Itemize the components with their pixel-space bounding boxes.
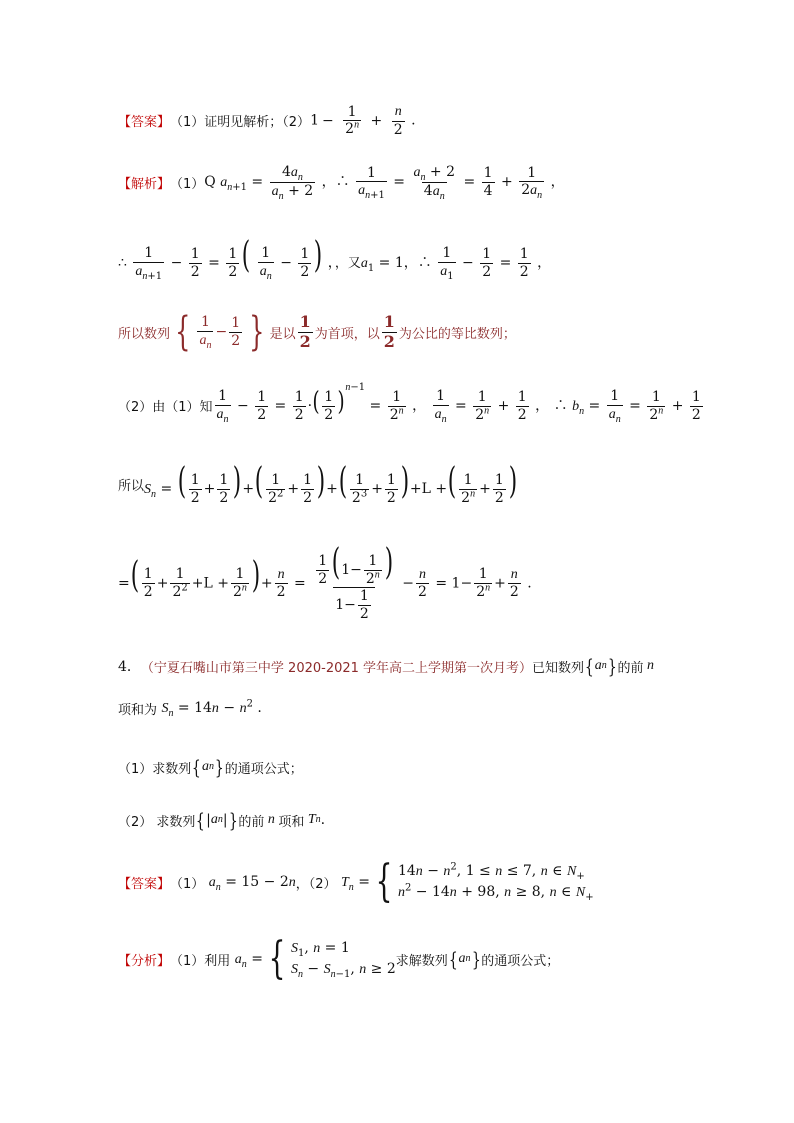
question-2: （2） 求数列 { | a n | } 的前 n 项和 T n . <box>118 808 326 832</box>
answer-line-2: 【答案】 （1） $a_n = 15 - 2n$ ，（2） $T_n$ = { $14n - n^2$, 1 ≤ n ≤ 7, n ∈ $N_+$ $n^2 - 14n + 98$, n ≥ 8, n ∈ $N_+$ <box>118 856 594 907</box>
analysis-step1-prefix: （1） <box>170 176 205 192</box>
analysis-line-2 <box>118 235 552 282</box>
problem-number: 4． <box>118 659 141 675</box>
answer-line-1 <box>118 104 416 137</box>
fenxi-line: 【分析】 （1）利用 $a_n$ = { $S_1$, n = 1 $S_n - S_{n-1}$, n ≥ 2 求解数列 { a n } 的通项公式； <box>118 933 560 984</box>
answer-formula: 1 − $\frac{1}{2^n}$ + $\frac{n}{2}$ . <box>310 103 416 138</box>
analysis-tag: 【解析】 <box>118 176 171 192</box>
sum-formula-2: =( $\frac{1}{2}$ + $\frac{1}{2^2}$ +L + $\frac{1}{2^n}$ )+ $\frac{n}{2}$ = $\frac{1}{2}$ (1− $\frac{1}{2^n}$ ) 1− $\frac{1}{2}$ − $\frac{n}{2}$ = 1− $\frac{1}{2^n}$ + $\frac{n}{2}$ . <box>118 542 532 622</box>
question-1: （1）求数列 { a n } 的通项公式； <box>118 755 303 779</box>
analysis-line-1 <box>118 164 565 202</box>
analysis-step1-formula: Q $a_{n+1}$ = $\frac{4a_n}{a_n + 2}$ ，∴ $\frac{1}{a_{n+1}}$ = $\frac{a_n + 2}{4a_n}$ = $\frac{1}{4}$ + $\frac{1}{2a_n}$ ， <box>204 164 565 202</box>
analysis-conclusion: 所以数列 { $\frac{1}{a_n}$ − $\frac{1}{2}$ } 是以 $\frac{1}{2}$ 为首项，以 $\frac{1}{2}$ 为公比的等比数列； <box>118 309 516 355</box>
sum-formula-1: $S_n$ = ( $\frac{1}{2}$ + $\frac{1}{2}$ )+( $\frac{1}{2^2}$ + $\frac{1}{2}$ )+( $\frac{1}{2^3}$ + $\frac{1}{2}$ )+L +( $\frac{1}{2^n}$ + $\frac{1}{2}$ ) <box>144 461 517 506</box>
answer-text: （1）证明见解析；（2） <box>170 115 311 131</box>
analysis-step1b-formula: ∴ $\frac{1}{a_{n+1}}$ − $\frac{1}{2}$ = $\frac{1}{2}$ ( $\frac{1}{a_n}$ − $\frac{1}{2}$ ) ，，又$a_1 = 1$，∴ $\frac{1}{a_1}$ − $\frac{1}{2}$ = $\frac{1}{2}$ ， <box>118 235 552 282</box>
problem-sum-formula: $S_n = 14n - n^2$ . <box>161 698 262 719</box>
sum-line-2 <box>118 542 532 622</box>
fenxi-cases: $S_1$, n = 1 $S_n - S_{n-1}$, n ≥ 2 <box>290 940 396 980</box>
answer-tag: 【答案】 <box>118 115 171 131</box>
problem-4-line-2: 项和为 $S_n = 14n - n^2$ . <box>118 698 262 719</box>
problem-source: （宁夏石嘴山市第三中学 2020-2021 学年高二上学期第一次月考） <box>140 660 533 676</box>
analysis-step2: （2）由（1）知 $\frac{1}{a_n}$ − $\frac{1}{2}$ = $\frac{1}{2}$ ·( $\frac{1}{2}$ )$^{n-1}$ = $\frac{1}{2^n}$ ， $\frac{1}{a_n}$ = $\frac{1}{2^n}$ + $\frac{1}{2}$ ， ∴ $b_n$ = $\frac{1}{a_n}$ = $\frac{1}{2^n}$ + $\frac{1}{2}$ <box>118 389 705 423</box>
problem-4-line-1: 4． （宁夏石嘴山市第三中学 2020-2021 学年高二上学期第一次月考） 已知数列 { a n } 的前 n <box>118 654 655 678</box>
sum-line-1: 所以 $S_n$ = ( $\frac{1}{2}$ + $\frac{1}{2}$ )+( $\frac{1}{2^2}$ + $\frac{1}{2}$ )+( $\frac{1}{2^3}$ + $\frac{1}{2}$ )+L +( $\frac{1}{2^n}$ + $\frac{1}{2}$ ) <box>118 461 517 506</box>
answer-cases: $14n - n^2$, 1 ≤ n ≤ 7, n ∈ $N_+$ $n^2 - 14n + 98$, n ≥ 8, n ∈ $N_+$ <box>397 861 594 903</box>
analysis-step2-formula: $\frac{1}{a_n}$ − $\frac{1}{2}$ = $\frac{1}{2}$ ·( $\frac{1}{2}$ )$^{n-1}$ = $\frac{1}{2^n}$ ， $\frac{1}{a_n}$ = $\frac{1}{2^n}$ + $\frac{1}{2}$ ， ∴ $b_n$ = $\frac{1}{a_n}$ = $\frac{1}{2^n}$ + $\frac{1}{2}$ <box>216 382 701 425</box>
